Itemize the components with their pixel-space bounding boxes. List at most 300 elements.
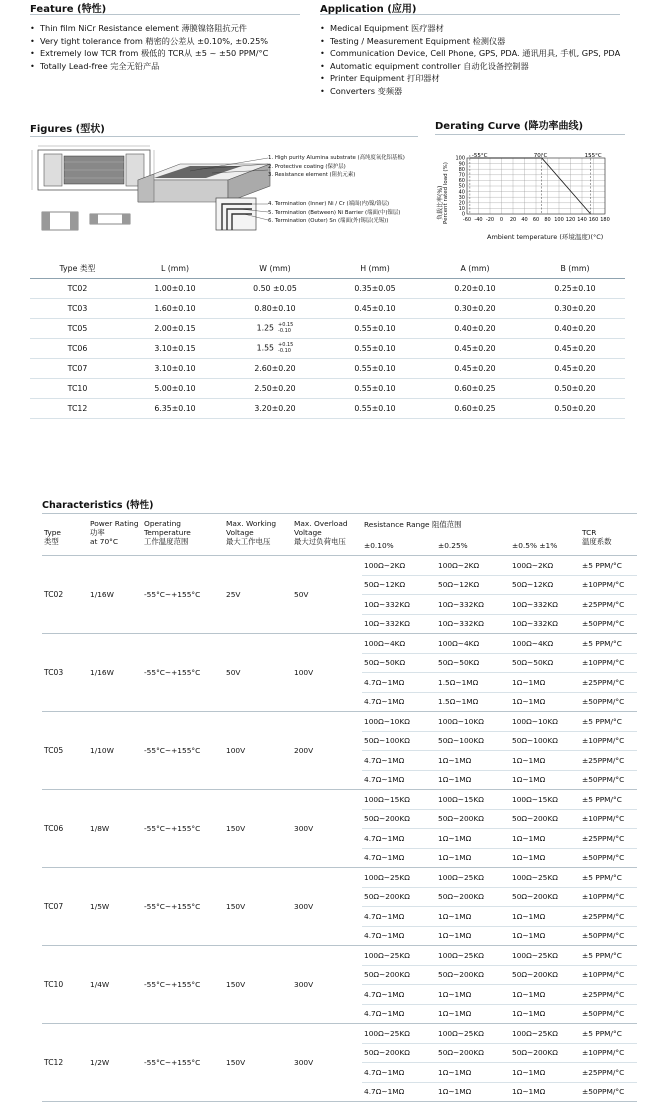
tcr-value: ±25PPM/°C [580,829,637,849]
resistance-range-value: 4.7Ω~1MΩ [362,673,436,693]
dim-cell-w [225,379,325,399]
application-rule [320,14,620,15]
tolerance-stack [278,343,293,354]
y-tick-label: 50 [458,183,465,190]
dim-cell-h [325,299,425,319]
y-tick-label: 80 [458,166,465,173]
resistance-range-value: 1Ω~1MΩ [510,907,580,927]
dim-value: 0.55±0.10 [354,364,396,373]
tcr-value: ±50PPM/°C [580,770,637,790]
dim-cell-type [30,339,125,359]
char-type: TC06 [42,790,88,868]
char-mov: 200V [292,712,362,790]
resistance-range-value: 100Ω~25KΩ [362,1024,436,1044]
dim-cell-l [125,399,225,419]
tolerance-plus: +0.15 [278,322,294,328]
bullet-item: • Medical Equipment 医疗器材 [320,22,620,35]
tolerance-stack [278,323,293,334]
dim-value: 3.20±0.20 [254,404,296,413]
resistance-range-value: 1Ω~1MΩ [510,848,580,868]
tcr-value: ±25PPM/°C [580,595,637,615]
char-header-cell [142,516,224,556]
dim-cell-w [225,359,325,379]
tcr-value: ±25PPM/°C [580,985,637,1005]
dim-value: 0.55±0.10 [354,344,396,353]
resistance-range-value: 1.5Ω~1MΩ [436,692,510,712]
characteristics-rule [42,513,637,514]
resistance-range-value: 50Ω~200KΩ [436,965,510,985]
dim-header-cell: B (mm) [560,263,590,273]
resistance-range-value: 4.7Ω~1MΩ [362,985,436,1005]
dim-value: TC12 [67,404,88,413]
resistance-range-value: 10Ω~332KΩ [362,614,436,634]
characteristics-title: Characteristics (特性) [42,500,154,511]
char-mwv: 50V [224,634,292,712]
bullet-item: • Testing / Measurement Equipment 检测仪器 [320,35,620,48]
dim-value: 3.10±0.10 [154,364,196,373]
feature-title: Feature (特性) [30,4,107,15]
application-list [320,22,620,97]
dim-cell-h [325,319,425,339]
y-tick-label: 0 [461,211,465,218]
dim-cell-type [30,399,125,419]
dim-cell-w [225,319,325,339]
char-temp: -55°C~+155°C [142,556,224,634]
dim-cell-l [125,319,225,339]
dim-cell-a [425,379,525,399]
char-type: TC12 [42,1024,88,1102]
char-temp: -55°C~+155°C [142,868,224,946]
tcr-value: ±5 PPM/°C [580,1024,637,1044]
dim-value: 0.55±0.10 [354,324,396,333]
y-tick-label: 100 [455,155,465,162]
resistance-range-value: 1Ω~1MΩ [510,985,580,1005]
dim-cell-h [325,339,425,359]
tcr-value: ±50PPM/°C [580,692,637,712]
dim-value: TC02 [67,284,88,293]
dim-cell-a [425,299,525,319]
char-type: TC03 [42,634,88,712]
tolerance-minus: -0.10 [278,327,291,334]
derating-ylabel-en: Percent rated load (%) [443,162,449,224]
char-power: 1/10W [88,712,142,790]
tcr-value: ±5 PPM/°C [580,790,637,810]
header-line: 功率 [90,528,105,537]
header-line: 最大工作电压 [226,537,271,546]
resistance-range-value: 50Ω~200KΩ [436,809,510,829]
table-row [42,712,637,732]
resistance-range-value: 1Ω~1MΩ [436,1063,510,1083]
dim-cell-w [225,399,325,419]
chip-3d-drawing [138,158,270,202]
char-header-row [42,516,637,535]
char-mov: 300V [292,946,362,1024]
resistance-range-value: 4.7Ω~1MΩ [362,770,436,790]
resistance-range-value: 50Ω~50KΩ [436,653,510,673]
resistance-range-value: 50Ω~100KΩ [436,731,510,751]
resistance-range-value: 100Ω~25KΩ [510,868,580,888]
char-header-cell [42,516,88,556]
table-row [42,790,637,810]
dim-value: 0.45±0.20 [554,344,596,353]
dim-value: 0.20±0.10 [454,284,496,293]
tcr-value: ±10PPM/°C [580,731,637,751]
char-mwv: 25V [224,556,292,634]
bullet-item: • Automatic equipment controller 自动化设备控制器 [320,60,620,73]
resistance-range-value: 50Ω~50KΩ [362,653,436,673]
tcr-value: ±10PPM/°C [580,1043,637,1063]
header-line: 类型 [44,537,59,546]
y-tick-label: 20 [458,200,465,207]
dim-cell-l [125,299,225,319]
x-tick-label: -60 [462,217,472,223]
dim-value: 2.50±0.20 [254,384,296,393]
dim-value: 1.55 [256,343,275,353]
dim-value: 0.25±0.10 [554,284,596,293]
char-mwv: 150V [224,868,292,946]
resistance-range-value: 1Ω~1MΩ [510,829,580,849]
derating-chart [455,152,625,232]
tcr-value: ±10PPM/°C [580,887,637,907]
resistance-range-value: 10Ω~332KΩ [510,595,580,615]
resistance-range-value: 100Ω~25KΩ [510,1024,580,1044]
characteristics-table [42,516,637,1102]
dim-value: 1.25 [256,323,275,333]
header-line: Operating [144,519,181,528]
figure-label: 2. Protective coating (保护层) [268,163,346,170]
resistance-range-value: 10Ω~332KΩ [362,595,436,615]
char-mwv: 150V [224,790,292,868]
dimensions-header-row [30,258,625,279]
header-line: TCR [582,528,597,537]
resistance-range-value: 4.7Ω~1MΩ [362,829,436,849]
header-line: Max. Overload [294,519,348,528]
dim-cell-l [125,339,225,359]
resistance-range-value: 1.5Ω~1MΩ [436,673,510,693]
dim-header-cell: A (mm) [460,263,490,273]
x-tick-label: 120 [565,217,576,223]
dim-value: 0.35±0.05 [354,284,396,293]
resistance-range-value: 1Ω~1MΩ [436,1004,510,1024]
char-temp: -55°C~+155°C [142,634,224,712]
dim-cell-type [30,279,125,299]
tcr-value: ±50PPM/°C [580,848,637,868]
resistance-range-value: 1Ω~1MΩ [436,770,510,790]
resistance-range-value: 50Ω~200KΩ [362,887,436,907]
resistance-range-value: 50Ω~200KΩ [362,809,436,829]
dim-value: TC03 [67,304,88,313]
dim-cell-b [525,359,625,379]
characteristics-header [42,516,637,556]
derating-marker-right: 155°C [584,153,602,159]
table-row [30,379,625,399]
x-tick-label: 100 [554,217,564,223]
resistance-range-value: 100Ω~4KΩ [362,634,436,654]
top-view-drawing [32,146,154,190]
resistance-range-value: 10Ω~332KΩ [436,614,510,634]
resistance-range-value: 50Ω~100KΩ [510,731,580,751]
char-power: 1/4W [88,946,142,1024]
bullet-item: • Thin film NiCr Resistance element 薄膜镍铬阻抗元件 [30,22,268,35]
header-line: Voltage [294,528,322,537]
x-tick-label: 80 [544,217,551,223]
tcr-value: ±50PPM/°C [580,1004,637,1024]
char-power: 1/16W [88,634,142,712]
derating-grid [467,158,605,214]
resistance-range-value: 4.7Ω~1MΩ [362,1082,436,1102]
resistance-range-value: 50Ω~12KΩ [436,575,510,595]
tcr-value: ±10PPM/°C [580,653,637,673]
bullet-item: • Converters 变频器 [320,85,620,98]
resistance-range-value: 100Ω~15KΩ [436,790,510,810]
table-row [42,556,637,576]
dim-value: 0.50±0.20 [554,384,596,393]
x-tick-label: -40 [474,217,483,223]
char-mov: 100V [292,634,362,712]
table-row [30,359,625,379]
tolerance-header: ±0.5% ±1% [512,540,558,550]
dim-value: TC05 [67,324,88,333]
char-header-cell [88,516,142,556]
char-mov: 300V [292,790,362,868]
cross-section-drawing [216,198,268,230]
table-row [30,299,625,319]
char-mwv: 100V [224,712,292,790]
resistance-range-value: 4.7Ω~1MΩ [362,848,436,868]
char-temp: -55°C~+155°C [142,790,224,868]
header-line: Voltage [226,528,254,537]
resistance-range-value: 100Ω~25KΩ [510,946,580,966]
resistance-range-value: 100Ω~25KΩ [362,946,436,966]
tcr-value: ±25PPM/°C [580,673,637,693]
dimensions-table [30,258,625,419]
figure-label: 3. Resistance element (阻抗元素) [268,172,356,178]
dim-header-cell: L (mm) [160,263,190,273]
dim-cell-l [125,379,225,399]
dim-header-cell: W (mm) [259,263,291,273]
resistance-range-value: 100Ω~25KΩ [436,868,510,888]
resistance-range-value: 50Ω~50KΩ [510,653,580,673]
dim-cell-b [525,319,625,339]
table-row [42,1024,637,1044]
tolerance-header: ±0.10% [364,540,394,550]
dim-cell-type [30,319,125,339]
resistance-range-value: 50Ω~12KΩ [510,575,580,595]
resistance-range-value: 1Ω~1MΩ [436,829,510,849]
x-tick-label: 40 [521,217,528,223]
dim-cell-a [425,359,525,379]
char-temp: -55°C~+155°C [142,712,224,790]
resistance-range-value: 50Ω~200KΩ [436,1043,510,1063]
dim-value: 0.50±0.20 [554,404,596,413]
derating-marker-mid: 70°C [533,153,548,159]
figure-labels-top [268,154,405,180]
tcr-value: ±50PPM/°C [580,614,637,634]
dim-value: 0.80±0.10 [254,304,296,313]
tcr-value: ±50PPM/°C [580,926,637,946]
table-row [30,399,625,419]
resistance-range-value: 1Ω~1MΩ [436,848,510,868]
x-tick-label: 20 [509,217,517,223]
dim-value: 0.45±0.10 [354,304,396,313]
resistance-range-value: 100Ω~10KΩ [510,712,580,732]
bullet-item: • Extremely low TCR from 极低的 TCR从 ±5 ~ ±50 PPM/°C [30,47,268,60]
table-row [42,634,637,654]
resistance-range-value: 50Ω~200KΩ [510,1043,580,1063]
header-line: Power Rating [90,519,139,528]
resistance-range-value: 1Ω~1MΩ [510,751,580,771]
y-tick-label: 70 [458,172,465,179]
resistance-range-value: 1Ω~1MΩ [510,926,580,946]
resistance-range-value: 50Ω~200KΩ [362,1043,436,1063]
dim-value: 0.40±0.20 [554,324,596,333]
char-temp: -55°C~+155°C [142,946,224,1024]
bullet-item: • Communication Device, Cell Phone, GPS, PDA. 通讯用具, 手机, GPS, PDA [320,47,620,60]
dim-value: 0.30±0.20 [454,304,496,313]
dim-cell-b [525,279,625,299]
tcr-value: ±25PPM/°C [580,1063,637,1083]
application-title: Application (应用) [320,4,417,15]
feature-list [30,22,268,72]
table-row [42,868,637,888]
dim-cell-type [30,359,125,379]
figure-label: 5. Termination (Between) Ni Barrier (端面(中)镍层) [268,209,401,216]
dim-value: 0.55±0.10 [354,404,396,413]
resistance-range-value: 50Ω~200KΩ [510,809,580,829]
dim-value: 0.60±0.25 [454,404,496,413]
char-mov: 50V [292,556,362,634]
char-type: TC07 [42,868,88,946]
char-power: 1/2W [88,1024,142,1102]
tcr-value: ±5 PPM/°C [580,946,637,966]
dim-cell-w [225,299,325,319]
dim-value: TC07 [67,364,88,373]
resistance-range-value: 1Ω~1MΩ [510,1082,580,1102]
y-tick-label: 60 [458,178,465,185]
dim-header-cell: H (mm) [360,263,390,273]
header-line: at 70°C [90,537,119,546]
dim-value: 0.45±0.20 [454,344,496,353]
derating-marker-left: -55°C [471,153,488,159]
char-header-cell [292,516,362,556]
dim-value: 2.60±0.20 [254,364,296,373]
tolerance-minus: -0.10 [278,347,291,354]
header-line: 工作温度范围 [144,537,189,546]
dim-cell-b [525,299,625,319]
resistance-range-value: 100Ω~2KΩ [510,556,580,576]
char-header-cell [580,516,637,556]
dim-cell-b [525,379,625,399]
tolerance-plus: +0.15 [278,342,294,348]
tcr-value: ±5 PPM/°C [580,868,637,888]
resistance-range-value: 100Ω~15KΩ [362,790,436,810]
resistance-range-value: 100Ω~25KΩ [436,1024,510,1044]
dim-cell-h [325,399,425,419]
tolerance-header: ±0.25% [438,540,468,550]
char-type: TC05 [42,712,88,790]
header-line: Max. Working [226,519,277,528]
char-temp: -55°C~+155°C [142,1024,224,1102]
figure-label: 4. Termination (Inner) Ni / Cr (端面(内)镍/铬层) [268,201,390,207]
resistance-range-value: 50Ω~200KΩ [436,887,510,907]
figure-labels-bottom [268,200,400,226]
x-tick-label: 180 [600,217,610,223]
resistance-range-value: 100Ω~4KΩ [436,634,510,654]
y-tick-label: 10 [458,206,465,213]
resistance-range-value: 10Ω~332KΩ [510,614,580,634]
table-row [30,319,625,339]
resistance-range-value: 1Ω~1MΩ [510,673,580,693]
derating-title: Derating Curve (降功率曲线) [435,121,584,132]
dim-value: 6.35±0.10 [154,404,196,413]
resistance-range-value: 4.7Ω~1MΩ [362,751,436,771]
tcr-value: ±10PPM/°C [580,965,637,985]
dim-cell-h [325,359,425,379]
figure-label: 6. Termination (Outer) Sn (端面(外)锡层(光锡)) [268,218,389,224]
dim-value: 0.60±0.25 [454,384,496,393]
resistance-range-value: 1Ω~1MΩ [436,985,510,1005]
resistance-range-value: 10Ω~332KΩ [436,595,510,615]
header-line: 温度系数 [582,537,612,546]
dimensions-body [30,279,625,419]
resistance-range-value: 50Ω~12KΩ [362,575,436,595]
dim-value: TC06 [67,344,88,353]
resistance-range-header: Resistance Range 阻值范围 [364,520,462,529]
resistance-range-value: 1Ω~1MΩ [510,692,580,712]
tcr-value: ±5 PPM/°C [580,634,637,654]
dim-value: 1.60±0.10 [154,304,196,313]
resistance-range-value: 50Ω~200KΩ [510,887,580,907]
tcr-value: ±5 PPM/°C [580,712,637,732]
resistance-range-value: 100Ω~2KΩ [362,556,436,576]
dim-value: 0.55±0.10 [354,384,396,393]
char-power: 1/5W [88,868,142,946]
resistance-range-value: 4.7Ω~1MΩ [362,926,436,946]
y-tick-label: 90 [458,161,465,168]
char-type: TC10 [42,946,88,1024]
tcr-value: ±5 PPM/°C [580,556,637,576]
resistance-range-value: 1Ω~1MΩ [510,1063,580,1083]
derating-ylabel-box [433,158,457,228]
char-mwv: 150V [224,1024,292,1102]
derating-xlabel: Ambient temperature (环境温度)(°C) [487,233,604,241]
side-view-drawing [42,212,130,230]
x-tick-label: 140 [577,217,587,223]
resistance-range-value: 4.7Ω~1MΩ [362,692,436,712]
tcr-value: ±50PPM/°C [580,1082,637,1102]
table-row [42,946,637,966]
resistance-range-value: 1Ω~1MΩ [436,1082,510,1102]
resistance-range-value: 1Ω~1MΩ [436,751,510,771]
x-tick-label: 60 [532,217,540,223]
tcr-value: ±25PPM/°C [580,907,637,927]
char-power: 1/8W [88,790,142,868]
characteristics-body [42,556,637,1102]
resistance-range-value: 50Ω~200KΩ [510,965,580,985]
resistance-range-value: 1Ω~1MΩ [436,907,510,927]
header-line: Temperature [144,528,191,537]
resistance-range-value: 100Ω~10KΩ [436,712,510,732]
resistance-range-value: 100Ω~4KΩ [510,634,580,654]
tcr-value: ±10PPM/°C [580,809,637,829]
y-tick-label: 40 [458,189,465,196]
dim-value: 0.50 ±0.05 [253,284,297,293]
dim-value: 0.40±0.20 [454,324,496,333]
char-mov: 300V [292,1024,362,1102]
char-type: TC02 [42,556,88,634]
resistance-range-value: 4.7Ω~1MΩ [362,907,436,927]
figures-rule [30,136,418,137]
